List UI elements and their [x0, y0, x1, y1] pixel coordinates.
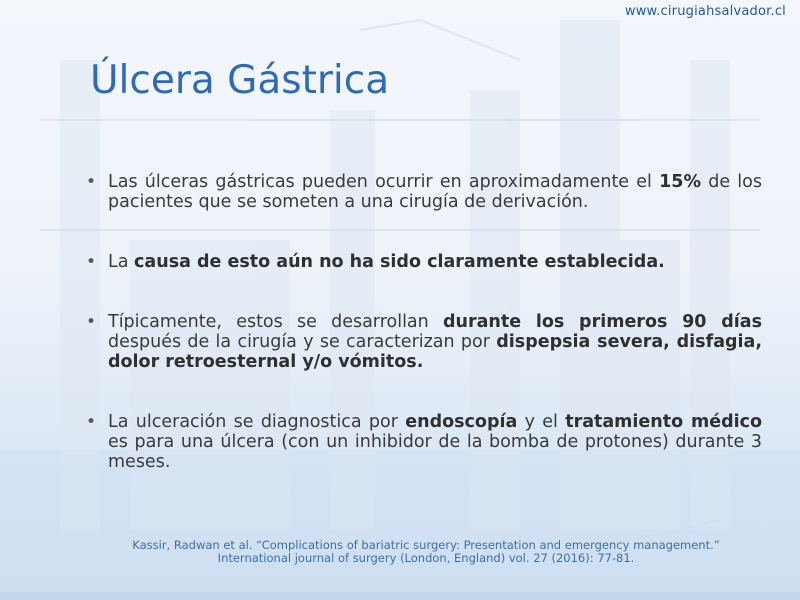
bullet-list: [86, 172, 762, 512]
site-url: www.cirugiahsalvador.cl: [624, 4, 786, 19]
citation-line: Kassir, Radwan et al. “Complications of bariatric surgery: Presentation and emergency management.”: [132, 538, 720, 552]
bullet-item: [86, 252, 762, 272]
bullet-text: La causa de esto aún no ha sido claramente establecida.: [108, 252, 665, 272]
citation-line: International journal of surgery (London, England) vol. 27 (2016): 77-81.: [217, 551, 635, 565]
bullet-dot-icon: •: [86, 312, 97, 332]
bullet-text: Las úlceras gástricas pueden ocurrir en aproximadamente el 15% de los pacientes que se someten a una cirugía de derivación.: [108, 172, 762, 212]
citation: [96, 539, 756, 565]
bullet-dot-icon: •: [86, 172, 97, 192]
bullet-item: [86, 172, 762, 212]
bullet-dot-icon: •: [86, 412, 97, 432]
bullet-dot-icon: •: [86, 252, 97, 272]
bullet-item: [86, 412, 762, 472]
bullet-item: [86, 312, 762, 372]
slide-title: Úlcera Gástrica: [90, 58, 390, 103]
bullet-text: La ulceración se diagnostica por endoscopía y el tratamiento médico es para una úlcera (con un inhibidor de la bomba de protones) durante 3 meses.: [108, 412, 762, 472]
bullet-text: Típicamente, estos se desarrollan durante los primeros 90 días después de la cirugía y se caracterizan por dispepsia severa, disfagia, dolor retroesternal y/o vómitos.: [108, 312, 762, 372]
